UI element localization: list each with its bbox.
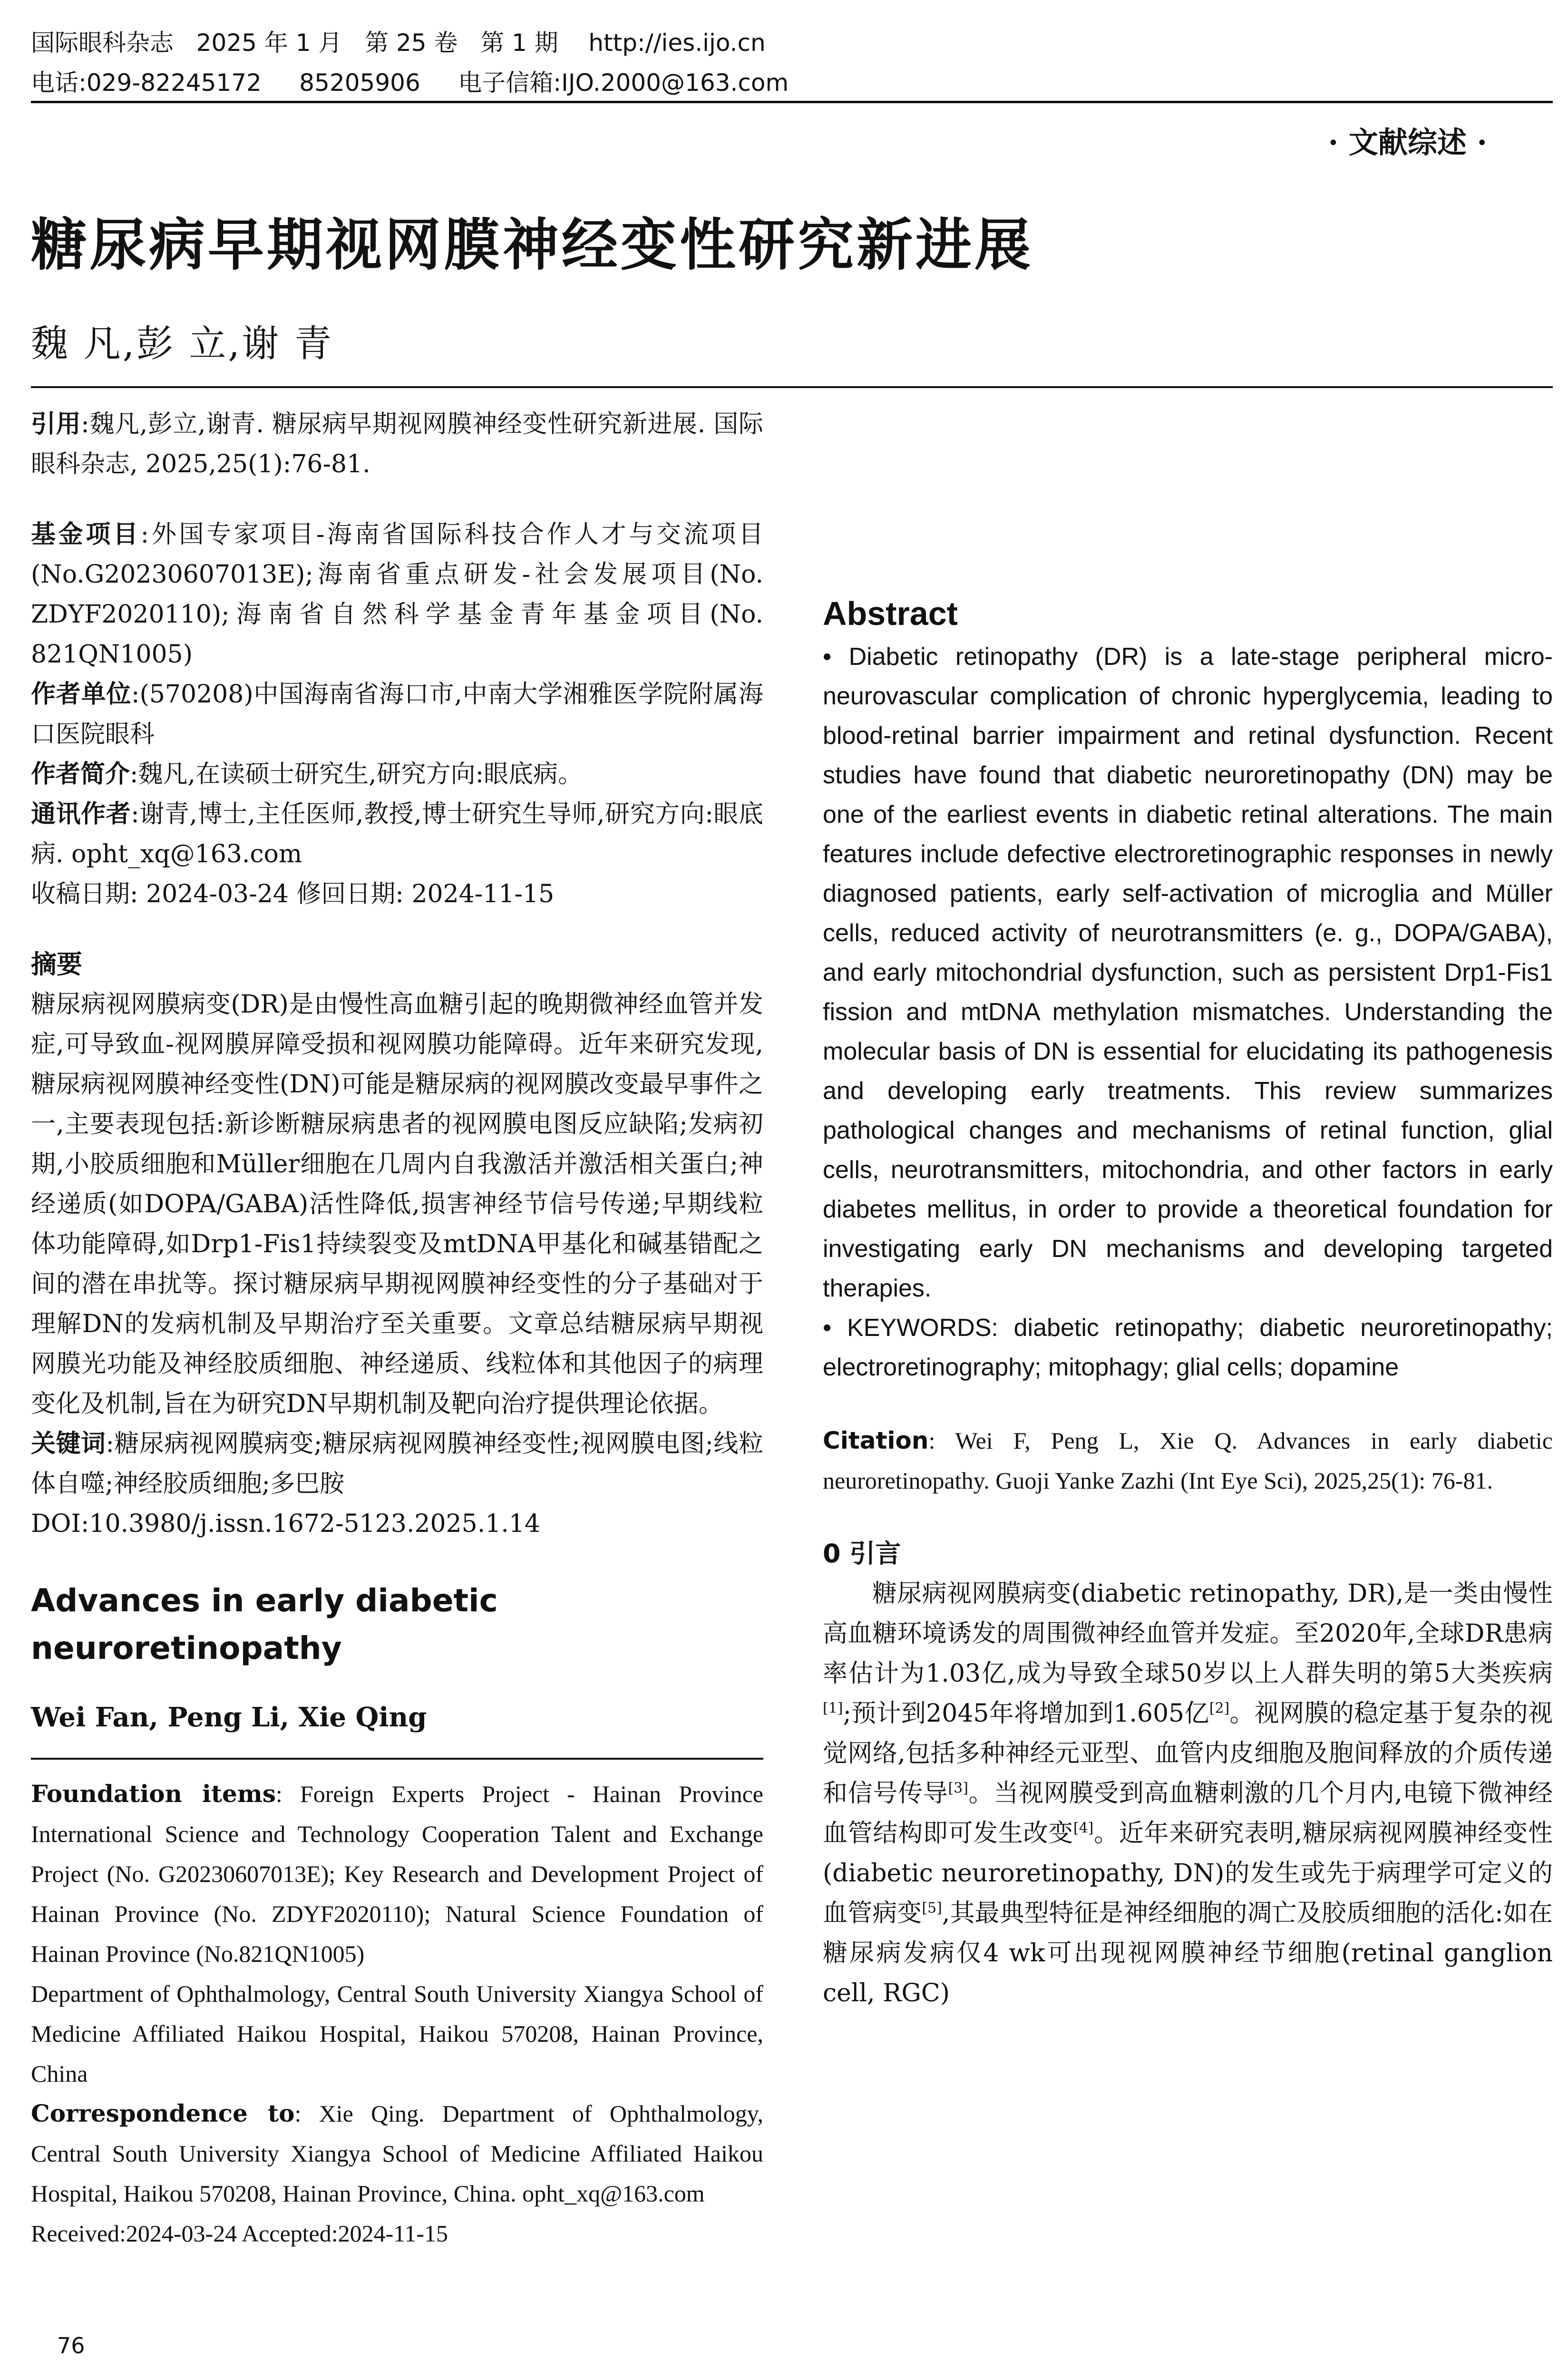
citation-cn <box>31 404 763 484</box>
unit-cn-label: 作者单位 <box>31 680 132 709</box>
article-title: 糖尿病早期视网膜神经变性研究新进展 <box>31 212 1034 278</box>
keywords-cn-label: 关键词 <box>31 1430 106 1458</box>
authors-cn: 魏 凡,彭 立,谢 青 <box>31 322 333 365</box>
intro-text-3: 。视网膜的稳定基于复杂的视觉网络,包括多种神经元亚型、血管内皮细胞及胞间释放的介质传递和信号传导 <box>823 1699 1553 1808</box>
header-line-2: 电话:029-82245172 85205906 电子信箱:IJO.2000@163.com <box>31 69 789 97</box>
dates-cn: 收稿日期: 2024-03-24 修回日期: 2024-11-15 <box>31 880 555 908</box>
ref-5: [5] <box>922 1900 942 1917</box>
keywords-cn <box>31 1424 763 1504</box>
funding-cn <box>31 515 763 674</box>
intro-paragraph <box>823 1574 1553 2013</box>
english-title: Advances in early diabetic neuroretinopathy <box>31 1582 498 1666</box>
right-column-top <box>823 404 1553 444</box>
intro-text-5: 。近年来研究表明,糖尿病视网膜神经变性(diabetic neuroretinopathy, DN)的发生或先于病理学可定义的血管病变 <box>823 1819 1553 1928</box>
foundation-en-label: Foundation items <box>31 1780 276 1808</box>
ref-2: [2] <box>1209 1700 1230 1717</box>
abstract-en-heading: Abstract <box>823 595 958 632</box>
unit-cn-text: :(570208)中国海南省海口市,中南大学湘雅医学院附属海口医院眼科 <box>31 680 763 749</box>
english-authors: Wei Fan, Peng Li, Xie Qing <box>31 1702 427 1733</box>
dept-en: Department of Ophthalmology, Central South University Xiangya School of Medicine Affiliated Haikou Hospital, Haikou 570208, Hainan Province, China <box>31 1980 763 2087</box>
abstract-cn-text: 糖尿病视网膜病变(DR)是由慢性高血糖引起的晚期微神经血管并发症,可导致血-视网膜屏障受损和视网膜功能障碍。近年来研究发现,糖尿病视网膜神经变性(DN)可能是糖尿病的视网膜改变最早事件之一,主要表现包括:新诊断糖尿病患者的视网膜电图反应缺陷;发病初期,小胶质细胞和Müller细胞在几周内自我激活并激活相关蛋白;神经递质(如DOPA/GABA)活性降低,损害神经节信号传递;早期线粒体功能障碍,如Drp1-Fis1持续裂变及mtDNA甲基化和碱基错配之间的潜在串扰等。探讨糖尿病早期视网膜神经变性的分子基础对于理解DN的发病机制及早期治疗至关重要。文章总结糖尿病早期视网膜光功能及神经胶质细胞、神经递质、线粒体和其他因子的病理变化及机制,旨在为研究DN早期机制及靶向治疗提供理论依据。 <box>31 990 763 1418</box>
abstract-en-text: • Diabetic retinopathy (DR) is a late-stage peripheral micro-neurovascular complication of chronic hyperglycemia, leading to blood-retinal barrier impairment and retinal dysfunction. Recent studies have found that diabetic neuroretinopathy (DN) may be one of the earliest events in diabetic retinal alterations. The main features include defective electroretinographic responses in newly diagnosed patients, early self-activation of microglia and Müller cells, reduced activity of neurotransmitters (e. g., DOPA/GABA), and early mitochondrial dysfunction, such as persistent Drp1-Fis1 fission and mtDNA methylation mismatches. Understanding the molecular basis of DN is essential for elucidating its pathogenesis and developing early treatments. This review summarizes pathological changes and mechanisms of retinal function, glial cells, neurotransmitters, mitochondria, and other factors in early diabetes mellitus, in order to provide a theoretical foundation for investigating early DN mechanisms and developing targeted therapies. <box>823 643 1553 1302</box>
intro-heading: 0 引言 <box>823 1539 901 1568</box>
ref-4: [4] <box>1073 1820 1094 1837</box>
citation-en-text: : Wei F, Peng L, Xie Q. Advances in early diabetic neuroretinopathy. Guoji Yanke Zazhi (Int Eye Sci), 2025,25(1): 76-81. <box>823 1427 1553 1494</box>
abstract-cn-heading: 摘要 <box>31 949 82 979</box>
header-line-1: 国际眼科杂志 2025 年 1 月 第 25 卷 第 1 期 http://ies.ijo.cn <box>31 29 766 57</box>
right-column <box>823 590 1553 2013</box>
intro-text-6: ,其最典型特征是神经细胞的凋亡及胶质细胞的活化:如在糖尿病发病仅4 wk可出现视网膜神经节细胞(retinal ganglion cell, RGC) <box>823 1899 1553 2007</box>
citation-cn-text: :魏凡,彭立,谢青. 糖尿病早期视网膜神经变性研究新进展. 国际眼科杂志, 2025,25(1):76-81. <box>31 410 763 478</box>
header-rule <box>31 101 1553 103</box>
keywords-cn-text: :糖尿病视网膜病变;糖尿病视网膜神经变性;视网膜电图;线粒体自噬;神经胶质细胞;多巴胺 <box>31 1430 763 1498</box>
intro-text-4: 。当视网膜受到高血糖刺激的几个月内,电镜下微神经血管结构即可发生改变 <box>823 1779 1553 1848</box>
corr-cn-label: 通讯作者 <box>31 800 131 828</box>
citation-cn-label: 引用 <box>31 410 81 438</box>
unit-cn <box>31 674 763 754</box>
bio-cn-text: :魏凡,在读硕士研究生,研究方向:眼底病。 <box>130 760 583 789</box>
keywords-en: • KEYWORDS: diabetic retinopathy; diabetic neuroretinopathy; electroretinography; mitophagy; glial cells; dopamine <box>823 1314 1553 1381</box>
bio-cn <box>31 754 763 794</box>
foundation-en <box>31 1774 763 1974</box>
intro-text-2: ;预计到2045年将增加到1.605亿 <box>843 1699 1209 1728</box>
funding-cn-text: :外国专家项目-海南省国际科技合作人才与交流项目(No.G20230607013E);海南省重点研发-社会发展项目(No. ZDYF2020110);海南省自然科学基金青年基金项目(No. 821QN1005) <box>31 520 763 669</box>
dates-en: Received:2024-03-24 Accepted:2024-11-15 <box>31 2220 448 2247</box>
corr-en-label: Correspondence to <box>31 2099 295 2127</box>
citation-en <box>823 1421 1553 1500</box>
corr-cn-text: :谢青,博士,主任医师,教授,博士研究生导师,研究方向:眼底病. opht_xq@163.com <box>31 800 763 868</box>
citation-en-label: Citation <box>823 1427 929 1454</box>
section-tag: · 文献综述 · <box>1328 125 1487 160</box>
page-number: 76 <box>57 2333 85 2358</box>
corr-en-text: : Xie Qing. Department of Ophthalmology, Central South University Xiangya School of Medicine Affiliated Haikou Hospital, Haikou 570208, Hainan Province, China. opht_xq@163.com <box>31 2100 764 2207</box>
title-rule <box>31 386 1553 388</box>
journal-header <box>31 23 1553 103</box>
left-column <box>31 404 763 2253</box>
corr-cn <box>31 794 763 874</box>
foundation-en-text: : Foreign Experts Project - Hainan Province International Science and Technology Cooperation Talent and Exchange Project (No. G20230607013E); Key Research and Development Project of Hainan Province (No. ZDYF2020110); Natural Science Foundation of Hainan Province (No.821QN1005) <box>31 1781 763 1967</box>
corr-en <box>31 2094 763 2213</box>
bio-cn-label: 作者简介 <box>31 760 130 789</box>
ref-1: [1] <box>823 1700 843 1717</box>
doi: DOI:10.3980/j.issn.1672-5123.2025.1.14 <box>31 1510 541 1538</box>
intro-text-1: 糖尿病视网膜病变(diabetic retinopathy, DR),是一类由慢性高血糖环境诱发的周围微神经血管并发症。至2020年,全球DR患病率估计为1.03亿,成为导致全球50岁以上人群失明的第5大类疾病 <box>823 1579 1553 1688</box>
funding-cn-label: 基金项目 <box>31 520 141 549</box>
ref-3: [3] <box>948 1780 968 1797</box>
